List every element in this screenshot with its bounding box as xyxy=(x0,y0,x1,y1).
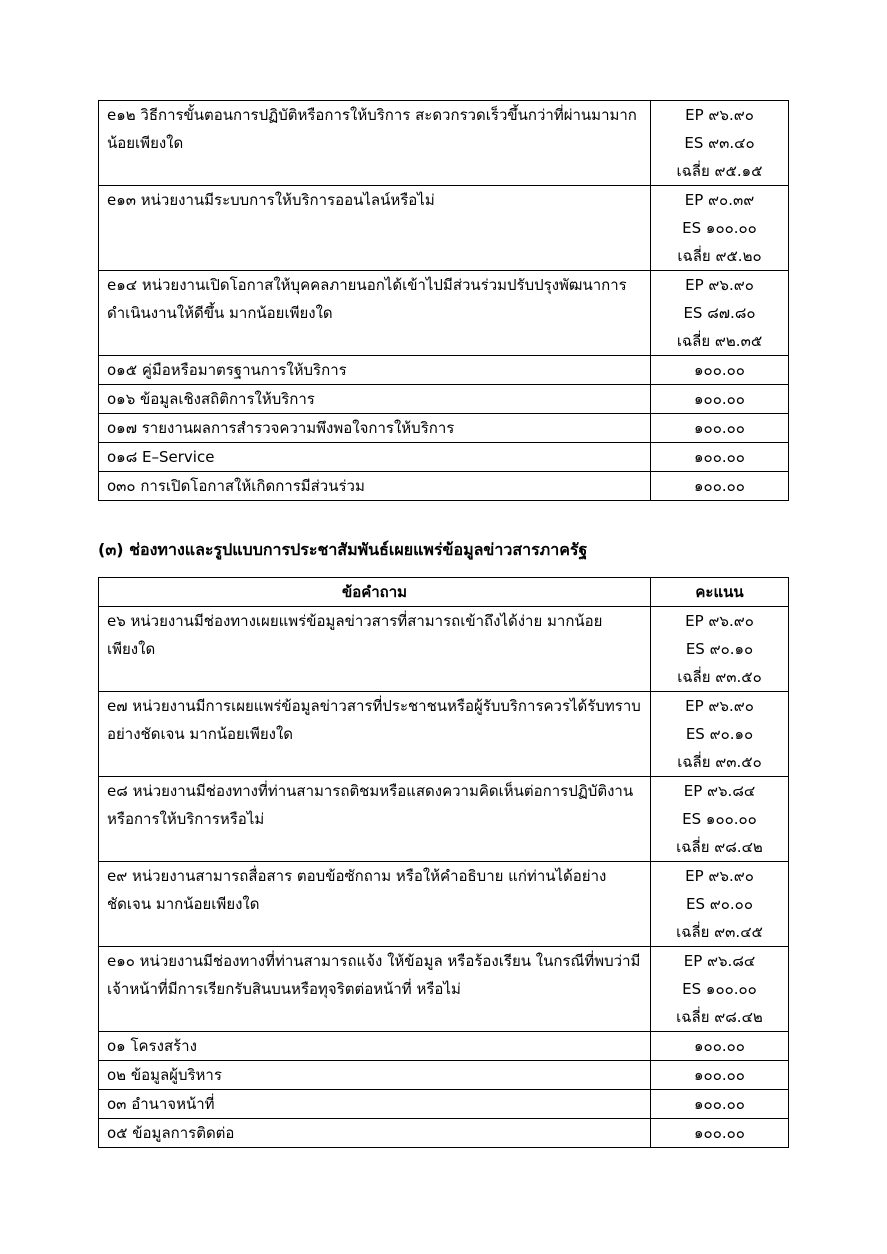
score-average: เฉลี่ย ๙๒.๓๕ xyxy=(676,332,763,350)
question-text: e๙ หน่วยงานสามารถสื่อสาร ตอบข้อซักถาม หรือให้คำอธิบาย แก่ท่านได้อย่าง xyxy=(107,867,607,885)
score-ep: EP ๙๖.๘๔ xyxy=(683,782,756,800)
table-header-row xyxy=(99,578,789,607)
question-cell xyxy=(99,947,651,1032)
question-cell xyxy=(99,271,651,356)
question-text: e๑๔ หน่วยงานเปิดโอกาสให้บุคคลภายนอกได้เข้าไปมีส่วนร่วมปรับปรุงพัฒนาการ xyxy=(107,276,627,294)
question-text-continued: อย่างชัดเจน มากน้อยเพียงใด xyxy=(107,725,294,743)
table-row xyxy=(99,947,789,1032)
question-text-continued: ดำเนินงานให้ดีขึ้น มากน้อยเพียงใด xyxy=(107,304,333,322)
question-cell xyxy=(99,692,651,777)
score-average: เฉลี่ย ๙๓.๕๐ xyxy=(677,668,762,686)
table-row xyxy=(99,692,789,777)
question-cell: o๓๐ การเปิดโอกาสให้เกิดการมีส่วนร่วม xyxy=(99,472,651,501)
score-es: ES ๑๐๐.๐๐ xyxy=(682,219,757,237)
question-cell xyxy=(99,186,651,271)
score-cell xyxy=(651,607,789,692)
table-row xyxy=(99,1119,789,1148)
question-text: e๑๐ หน่วยงานมีช่องทางที่ท่านสามารถแจ้ง ให้ข้อมูล หรือร้องเรียน ในกรณีที่พบว่ามี xyxy=(107,952,641,970)
score-cell xyxy=(651,186,789,271)
question-text: e๖ หน่วยงานมีช่องทางเผยแพร่ข้อมูลข่าวสารที่สามารถเข้าถึงได้ง่าย มากน้อย xyxy=(107,612,603,630)
score-ep: EP ๙๖.๙๐ xyxy=(685,867,754,885)
question-cell: o๑ โครงสร้าง xyxy=(99,1032,651,1061)
question-text: e๗ หน่วยงานมีการเผยแพร่ข้อมูลข่าวสารที่ประชาชนหรือผู้รับบริการควรได้รับทราบ xyxy=(107,697,641,715)
score-average: เฉลี่ย ๙๘.๔๒ xyxy=(676,1008,763,1026)
table-row xyxy=(99,1061,789,1090)
score-ep: EP ๙๖.๙๐ xyxy=(685,106,754,124)
table-row xyxy=(99,385,789,414)
score-es: ES ๑๐๐.๐๐ xyxy=(682,980,757,998)
score-cell xyxy=(651,777,789,862)
question-cell: o๑๗ รายงานผลการสำรวจความพึงพอใจการให้บริการ xyxy=(99,414,651,443)
score-cell: ๑๐๐.๐๐ xyxy=(651,1090,789,1119)
score-es: ES ๙๓.๔๐ xyxy=(684,134,755,152)
table-row xyxy=(99,356,789,385)
score-es: ES ๙๐.๑๐ xyxy=(685,725,754,743)
score-es: ES ๙๐.๑๐ xyxy=(685,640,754,658)
question-text-continued: ชัดเจน มากน้อยเพียงใด xyxy=(107,895,260,913)
score-ep: EP ๙๖.๙๐ xyxy=(685,276,754,294)
question-cell xyxy=(99,607,651,692)
question-cell xyxy=(99,862,651,947)
table-row xyxy=(99,101,789,186)
table-row xyxy=(99,271,789,356)
score-es: ES ๑๐๐.๐๐ xyxy=(682,810,757,828)
score-average: เฉลี่ย ๙๕.๒๐ xyxy=(677,247,762,265)
score-average: เฉลี่ย ๙๓.๔๕ xyxy=(676,923,763,941)
score-cell xyxy=(651,101,789,186)
score-cell xyxy=(651,862,789,947)
section-heading: (๓) ช่องทางและรูปแบบการประชาสัมพันธ์เผยแพร่ข้อมูลข่าวสารภาครัฐ xyxy=(98,540,588,559)
question-cell: o๓ อำนาจหน้าที่ xyxy=(99,1090,651,1119)
table-row xyxy=(99,472,789,501)
evaluation-table-1 xyxy=(98,100,789,501)
score-cell: ๑๐๐.๐๐ xyxy=(651,1032,789,1061)
score-es: ES ๘๗.๘๐ xyxy=(683,304,756,322)
question-cell xyxy=(99,777,651,862)
question-text-continued: เพียงใด xyxy=(107,640,156,658)
table-row xyxy=(99,777,789,862)
question-cell: o๕ ข้อมูลการติดต่อ xyxy=(99,1119,651,1148)
question-text: e๑๓ หน่วยงานมีระบบการให้บริการออนไลน์หรือไม่ xyxy=(107,191,435,209)
score-ep: EP ๙๖.๘๔ xyxy=(683,952,756,970)
table-row xyxy=(99,414,789,443)
score-average: เฉลี่ย ๙๘.๔๒ xyxy=(676,838,763,856)
table-row xyxy=(99,607,789,692)
table-row xyxy=(99,186,789,271)
score-ep: EP ๙๐.๓๙ xyxy=(684,191,755,209)
score-cell: ๑๐๐.๐๐ xyxy=(651,472,789,501)
question-cell: o๑๖ ข้อมูลเชิงสถิติการให้บริการ xyxy=(99,385,651,414)
score-ep: EP ๙๖.๙๐ xyxy=(685,612,754,630)
evaluation-table-2 xyxy=(98,577,789,1148)
table-row xyxy=(99,862,789,947)
score-cell: ๑๐๐.๐๐ xyxy=(651,1061,789,1090)
score-ep: EP ๙๖.๙๐ xyxy=(685,697,754,715)
question-cell: o๒ ข้อมูลผู้บริหาร xyxy=(99,1061,651,1090)
score-average: เฉลี่ย ๙๕.๑๕ xyxy=(676,162,763,180)
header-question: ข้อคำถาม xyxy=(99,578,651,607)
table-row xyxy=(99,1090,789,1119)
score-es: ES ๙๐.๐๐ xyxy=(686,895,753,913)
header-score: คะแนน xyxy=(651,578,789,607)
question-text: e๑๒ วิธีการขั้นตอนการปฏิบัติหรือการให้บริการ สะดวกรวดเร็วขึ้นกว่าที่ผ่านมามาก xyxy=(107,106,637,124)
score-cell: ๑๐๐.๐๐ xyxy=(651,356,789,385)
score-cell xyxy=(651,692,789,777)
question-text-continued: เจ้าหน้าที่มีการเรียกรับสินบนหรือทุจริตต่อหน้าที่ หรือไม่ xyxy=(107,980,461,998)
score-cell xyxy=(651,271,789,356)
table-row xyxy=(99,443,789,472)
score-cell: ๑๐๐.๐๐ xyxy=(651,385,789,414)
question-cell: o๑๘ E–Service xyxy=(99,443,651,472)
question-cell xyxy=(99,101,651,186)
question-cell: o๑๕ คู่มือหรือมาตรฐานการให้บริการ xyxy=(99,356,651,385)
question-text: e๘ หน่วยงานมีช่องทางที่ท่านสามารถติชมหรือแสดงความคิดเห็นต่อการปฏิบัติงาน xyxy=(107,782,634,800)
score-average: เฉลี่ย ๙๓.๕๐ xyxy=(677,753,762,771)
score-cell xyxy=(651,947,789,1032)
score-cell: ๑๐๐.๐๐ xyxy=(651,443,789,472)
question-text-continued: น้อยเพียงใด xyxy=(107,134,184,152)
question-text-continued: หรือการให้บริการหรือไม่ xyxy=(107,810,265,828)
table-row xyxy=(99,1032,789,1061)
score-cell: ๑๐๐.๐๐ xyxy=(651,1119,789,1148)
score-cell: ๑๐๐.๐๐ xyxy=(651,414,789,443)
